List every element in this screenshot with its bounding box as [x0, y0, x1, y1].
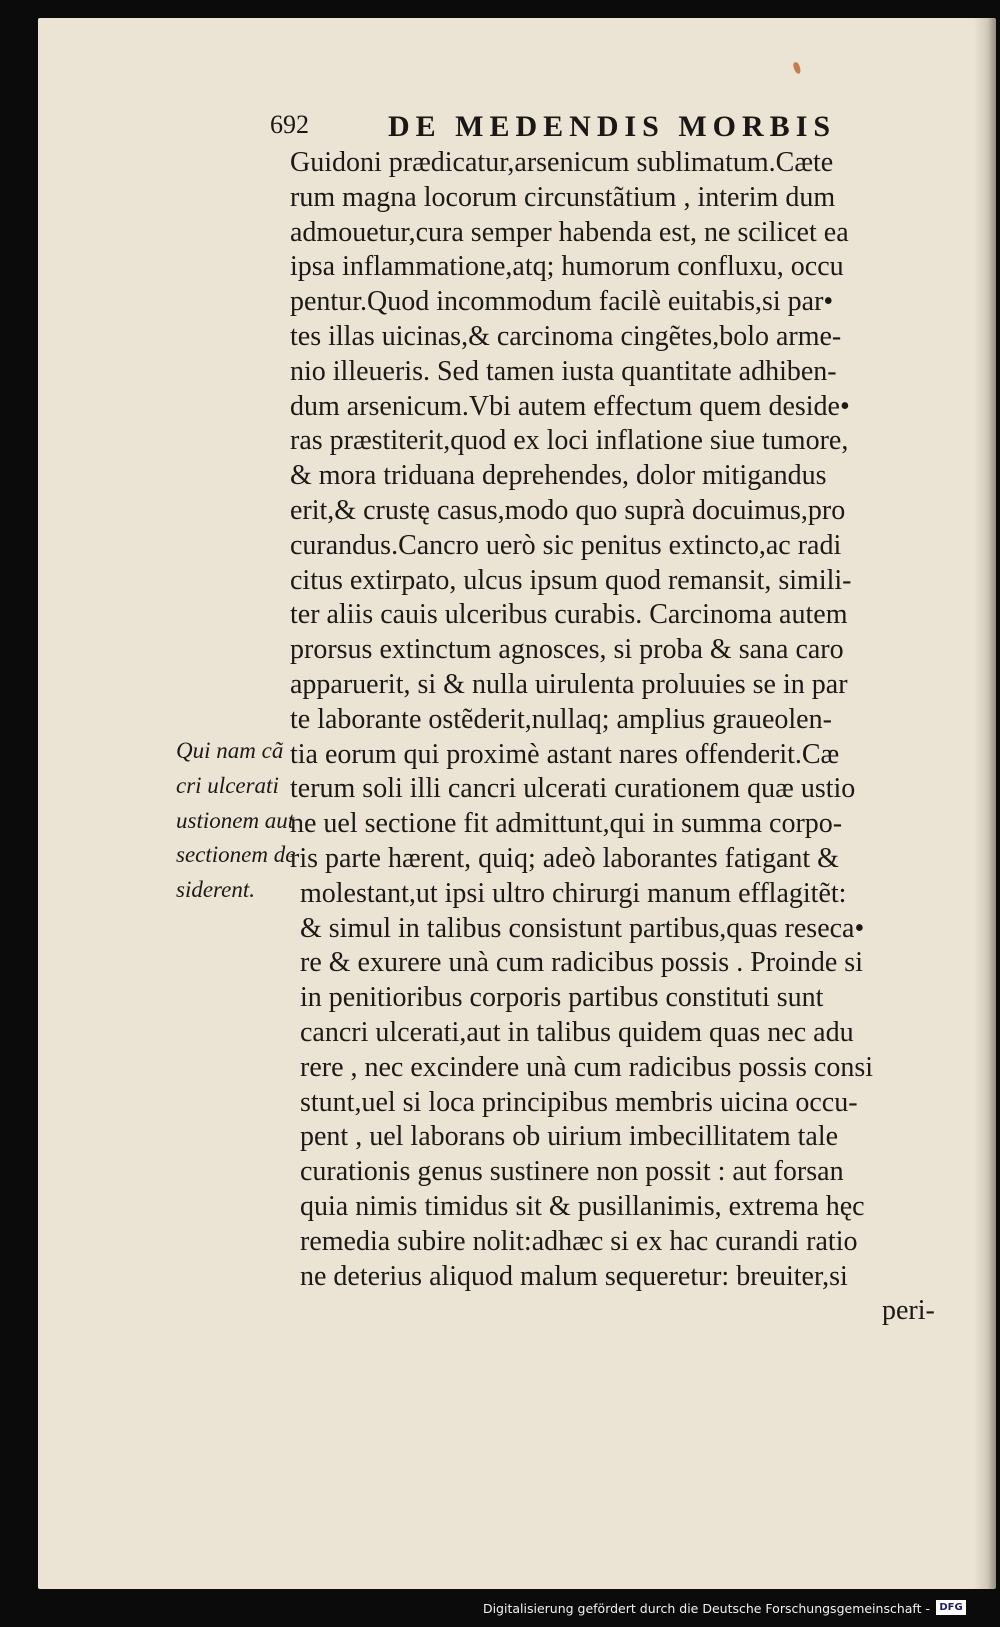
margin-note-line: sectionem de [176, 842, 296, 868]
text-line: cancri ulcerati,aut in talibus quidem quas nec adu [300, 1017, 854, 1048]
text-line: tes illas uicinas,& carcinoma cingẽtes,bolo arme- [290, 321, 842, 352]
text-line: stunt,uel si loca principibus membris uicina occu- [300, 1086, 858, 1118]
text-line: ris parte hærent, quiq; adeò laborantes fatigant & [290, 843, 839, 874]
text-line: pent , uel laborans ob uirium imbecillitatem tale [300, 1121, 839, 1153]
text-line: tia eorum qui proximè astant nares offenderit.Cæ [290, 738, 840, 770]
text-line: ne uel sectione fit admittunt,qui in summa corpo- [290, 808, 843, 840]
text-line: curandus.Cancro uerò sic penitus extincto,ac radi [290, 529, 842, 561]
text-line: prorsus extinctum agnosces, si proba & sana caro [290, 634, 844, 666]
text-line: Guidoni prædicatur,arsenicum sublimatum.Cæte [290, 147, 834, 178]
text-line: pentur.Quod incommodum facilè euitabis,si par• [290, 286, 834, 318]
text-line: ras præstiterit,quod ex loci inflatione siue tumore, [290, 425, 849, 457]
text-line: citus extirpato, ulcus ipsum quod remansit, simili- [290, 564, 852, 596]
funding-credit: Digitalisierung gefördert durch die Deutsche Forschungsgemeinschaft - [482, 1601, 930, 1616]
margin-note-line: Qui nam cã [176, 738, 284, 763]
margin-note-line: siderent. [176, 877, 255, 903]
running-title: DE MEDENDIS MORBIS [388, 110, 837, 143]
text-line: te laborante ostẽderit,nullaq; amplius graueolen- [290, 703, 832, 735]
text-line: remedia subire nolit:adhæc si ex hac curandi ratio [300, 1225, 858, 1257]
text-line: re & exurere unà cum radicibus possis . Proinde si [300, 947, 863, 979]
margin-note-line: ustionem aut [176, 807, 295, 833]
text-line: apparuerit, si & nulla uirulenta proluuies se in par [290, 669, 848, 700]
text-line: & simul in talibus consistunt partibus,quas reseca• [300, 912, 865, 944]
text-line: ne deterius aliquod malum sequeretur: breuiter,si [300, 1260, 848, 1292]
text-line: ter aliis cauis ulceribus curabis. Carcinoma autem [290, 599, 848, 631]
text-line: admouetur,cura semper habenda est, ne scilicet ea [290, 216, 849, 248]
text-line: & mora triduana deprehendes, dolor mitigandus [290, 460, 827, 492]
text-line: dum arsenicum.Vbi autem effectum quem deside• [290, 390, 850, 422]
text-line: rere , nec excindere unà cum radicibus possis consi [300, 1051, 874, 1083]
margin-note-line: cri ulcerati [176, 772, 279, 798]
text-line: terum soli illi cancri ulcerati curationem quæ ustio [290, 773, 856, 805]
text-line: nio illeueris. Sed tamen iusta quantitate adhiben- [290, 355, 837, 387]
page-gutter-shadow [974, 18, 996, 1589]
dfg-logo: DFG [936, 1600, 966, 1615]
text-line: in penitioribus corporis partibus constituti sunt [300, 982, 824, 1014]
text-line: ipsa inflammatione,atq; humorum confluxu, occu [290, 251, 844, 283]
book-page [38, 18, 996, 1589]
page-number: 692 [270, 110, 309, 139]
text-line: molestant,ut ipsi ultro chirurgi manum efflagitẽt: [300, 877, 847, 909]
text-line: quia nimis timidus sit & pusillanimis, extrema hęc [300, 1191, 865, 1222]
text-line: rum magna locorum circunstãtium , interim dum [290, 181, 836, 213]
text-line: erit,& crustę casus,modo quo suprà docuimus,pro [290, 495, 846, 526]
text-line: peri- [882, 1295, 935, 1327]
text-line: curationis genus sustinere non possit : aut forsan [300, 1156, 844, 1188]
footer-bar [0, 1591, 1000, 1627]
ink-smudge [792, 61, 802, 74]
